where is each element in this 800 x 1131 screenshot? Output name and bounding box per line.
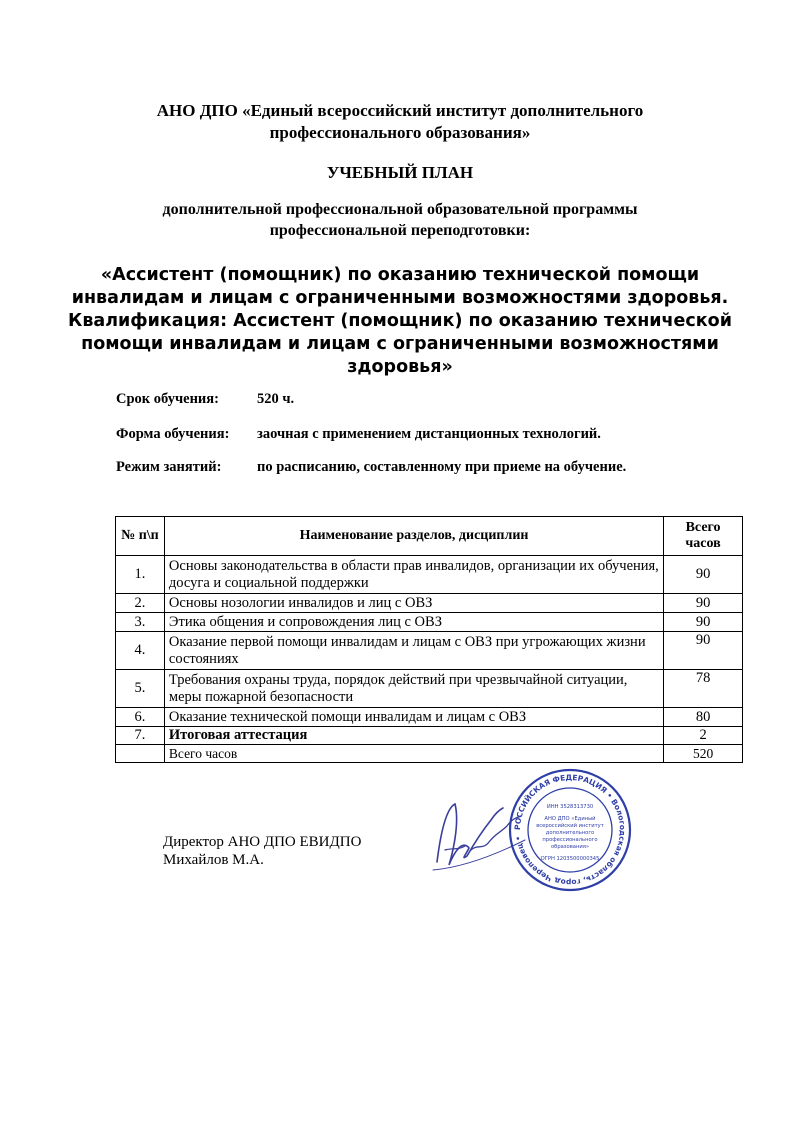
organization-name: АНО ДПО «Единый всероссийский институт дополнительного профессионального образования» [156, 101, 644, 142]
svg-text:всероссийский институт: всероссийский институт [536, 823, 604, 829]
study-form-value: заочная с применением дистанционных технологий. [257, 426, 601, 442]
svg-text:АНО ДПО «Единый: АНО ДПО «Единый [544, 816, 596, 822]
row-number: 3. [116, 613, 165, 632]
column-header-hours: Всего часов [664, 517, 743, 556]
plan-title: УЧЕБНЫЙ ПЛАН [326, 163, 474, 182]
table-row [116, 670, 743, 708]
study-form-label: Форма обучения: [116, 426, 230, 442]
program-title-line: Квалификация: Ассистент (помощник) по оказанию технической [68, 311, 732, 331]
program-title-line: помощи инвалидам и лицам с ограниченными возможностями [81, 334, 719, 354]
program-title [0, 264, 800, 379]
row-hours: 90 [664, 556, 743, 594]
row-hours: 2 [664, 727, 743, 745]
svg-text:профессионального: профессионального [542, 837, 598, 843]
column-header-num: № п\п [116, 517, 165, 556]
row-name: Требования охраны труда, порядок действий при чрезвычайной ситуации, меры пожарной безопасности [164, 670, 663, 708]
table-row [116, 632, 743, 670]
row-number: 1. [116, 556, 165, 594]
row-hours: 78 [664, 670, 743, 708]
row-hours: 90 [664, 594, 743, 613]
program-title-line: инвалидам и лицам с ограниченными возможностями здоровья. [71, 288, 729, 308]
official-seal [508, 768, 632, 892]
row-number: 2. [116, 594, 165, 613]
curriculum-table [115, 516, 743, 763]
duration-value: 520 ч. [257, 391, 295, 407]
total-label: Всего часов [164, 745, 663, 763]
row-hours: 80 [664, 708, 743, 727]
director-block [163, 833, 361, 869]
table-row [116, 556, 743, 594]
schedule-label: Режим занятий: [116, 459, 222, 475]
table-row [116, 594, 743, 613]
row-number: 6. [116, 708, 165, 727]
program-description: дополнительной профессиональной образовательной программы профессиональной переподготовки: [162, 201, 638, 239]
table-total-row [116, 745, 743, 763]
table-row [116, 708, 743, 727]
svg-text:ОГРН 1203500000345: ОГРН 1203500000345 [540, 856, 600, 862]
row-hours: 90 [664, 632, 743, 670]
table-row [116, 727, 743, 745]
table-row [116, 613, 743, 632]
row-name: Этика общения и сопровождения лиц с ОВЗ [164, 613, 663, 632]
row-name: Итоговая аттестация [164, 727, 663, 745]
row-number: 7. [116, 727, 165, 745]
row-name: Оказание первой помощи инвалидам и лицам с ОВЗ при угрожающих жизни состояниях [164, 632, 663, 670]
row-name: Основы законодательства в области прав инвалидов, организации их обучения, досуга и социальной поддержки [164, 556, 663, 594]
column-header-name: Наименование разделов, дисциплин [164, 517, 663, 556]
svg-text:дополнительного: дополнительного [545, 830, 595, 836]
svg-text:ИНН 3528313730: ИНН 3528313730 [546, 804, 594, 810]
row-name: Основы нозологии инвалидов и лиц с ОВЗ [164, 594, 663, 613]
total-empty-cell [116, 745, 165, 763]
row-number: 5. [116, 670, 165, 708]
duration-label: Срок обучения: [116, 391, 219, 407]
schedule-value: по расписанию, составленному при приеме на обучение. [257, 459, 627, 475]
director-name: Михайлов М.А. [163, 852, 264, 868]
row-name: Оказание технической помощи инвалидам и лицам с ОВЗ [164, 708, 663, 727]
table-header-row [116, 517, 743, 556]
row-hours: 90 [664, 613, 743, 632]
svg-text:РОССИЙСКАЯ ФЕДЕРАЦИЯ • Вологод: РОССИЙСКАЯ ФЕДЕРАЦИЯ • Вологодская область, город Череповец • [512, 772, 628, 888]
total-value: 520 [664, 745, 743, 763]
program-title-line: здоровья» [347, 357, 453, 377]
row-number: 4. [116, 632, 165, 670]
svg-text:образования»: образования» [550, 844, 590, 850]
director-title: Директор АНО ДПО ЕВИДПО [163, 834, 362, 850]
program-title-line: «Ассистент (помощник) по оказанию технической помощи [100, 265, 700, 285]
